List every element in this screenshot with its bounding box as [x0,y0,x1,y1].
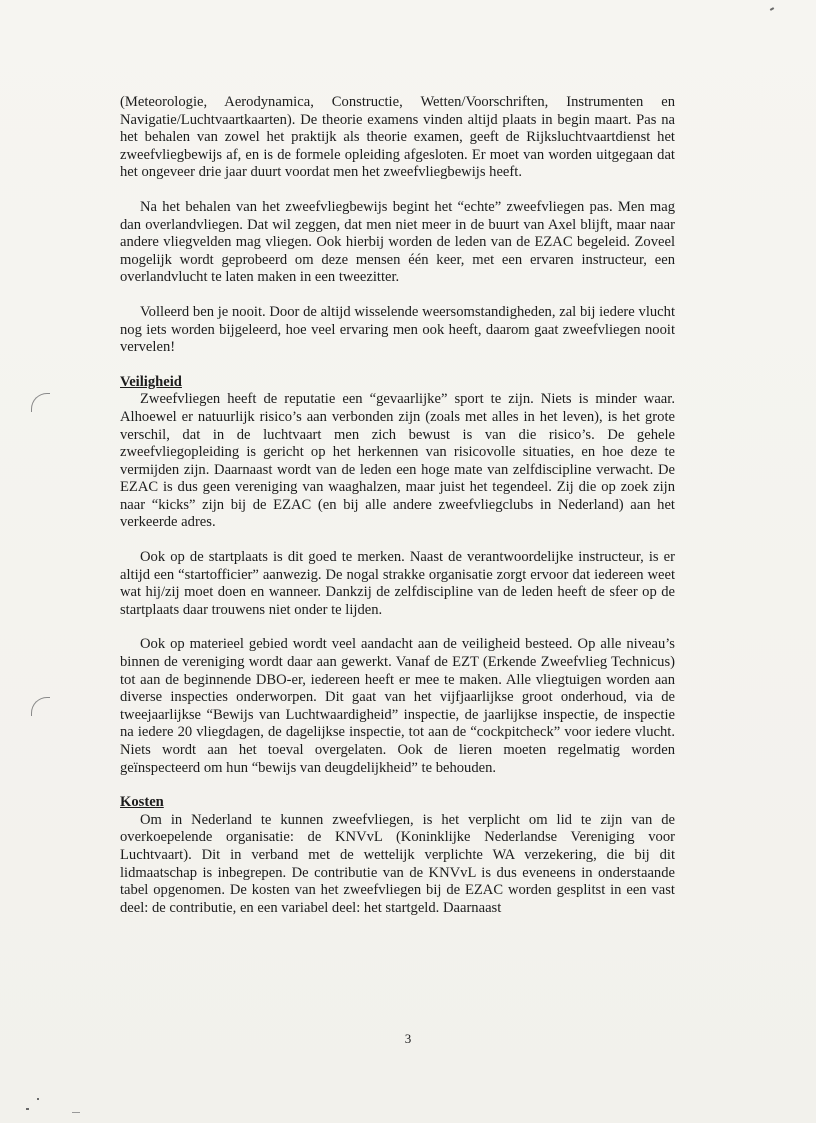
page-number: 3 [404,1031,412,1046]
scan-speck [37,1098,39,1100]
section-heading-veiligheid: Veiligheid [120,373,182,390]
paragraph: Volleerd ben je nooit. Door de altijd wisselende weersomstandigheden, zal bij iedere vlucht nog iets worden bijgeleerd, hoe veel ervaring men ook heeft, daarom gaat zweefvliegen nooit vervelen! [120,303,675,356]
scan-speck [72,1112,80,1113]
paragraph: Ook op de startplaats is dit goed te merken. Naast de verantwoordelijke instructeur, is er altijd een “startofficier” aanwezig. De nogal strakke organisatie zorgt ervoor dat iedereen weet wat hij/zij moet doen en wanneer. Dankzij de zelfdiscipline van de leden heeft de sfeer op de startplaats daar trouwens niet onder te lijden. [120,549,675,618]
paragraph: Zweefvliegen heeft de reputatie een “gevaarlijke” sport te zijn. Niets is minder waar. Alhoewel er natuurlijk risico’s aan verbonden zijn (zoals met alles in het leven), is het grote verschil, dat in de luchtvaart men zich bewust is van die risico’s. De gehele zweefvliegopleiding is gericht op het herkennen van risicovolle situaties, en hoe deze te vermijden zijn. Daarnaast wordt van de leden een hoge mate van zelfdiscipline verwacht. De EZAC is dus geen vereniging van waaghalzen, maar juist het tegendeel. Zij die op zoek zijn naar “kicks” zijn bij de EZAC (en bij alle andere zweefvliegclubs in Nederland) aan het verkeerde adres. [120,391,675,531]
paragraph: (Meteorologie, Aerodynamica, Constructie, Wetten/Voorschriften, Instrumenten en Navigatie/Luchtvaartkaarten). De theorie examens vinden altijd plaats in begin maart. Pas na het behalen van zowel het praktijk als theorie examen, geeft de Rijksluchtvaartdienst het zweefvliegbewijs af, en is de formele opleiding afgesloten. Er moet van worden uitgegaan dat het ongeveer drie jaar duurt voordat men het zweefvliegbewijs heeft. [120,94,675,181]
paragraph: Om in Nederland te kunnen zweefvliegen, is het verplicht om lid te zijn van de overkoepelende organisatie: de KNVvL (Koninklijke Nederlandse Vereniging voor Luchtvaart). Dit in verband met de wettelijk verplichte WA verzekering, die bij dit lidmaatschap is inbegrepen. De contributie van de KNVvL is dus eveneens in onderstaande tabel opgenomen. De kosten van het zweefvliegen bij de EZAC worden gesplitst in een vast deel: de contributie, en een variabel deel: het startgeld. Daarnaast [120,811,675,916]
punch-hole-mark [31,393,50,412]
scan-speck [26,1108,29,1110]
document-body [120,94,675,917]
section-heading-kosten: Kosten [120,794,164,811]
punch-hole-mark [31,697,50,716]
paragraph: Ook op materieel gebied wordt veel aandacht aan de veiligheid besteed. Op alle niveau’s binnen de vereniging wordt daar aan gewerkt. Vanaf de EZT (Erkende Zweefvlieg Technicus) tot aan de beginnende DBO-er, iedereen heeft er mee te maken. Alle vliegtuigen worden aan diverse inspecties onderworpen. Dit gaat van het vijfjaarlijkse groot onderhoud, via de tweejaarlijkse “Bewijs van Luchtwaardigheid” inspectie, de jaarlijkse inspectie, de inspectie na iedere 20 vliegdagen, de dagelijkse inspectie, tot aan de “cockpitcheck” voor iedere vlucht. Niets wordt aan het toeval overgelaten. Ook de lieren moeten regelmatig worden geïnspecteerd om hun “bewijs van deugdelijkheid” te behouden. [120,636,675,776]
scan-speck [770,7,774,11]
paragraph: Na het behalen van het zweefvliegbewijs begint het “echte” zweefvliegen pas. Men mag dan overlandvliegen. Dat wil zeggen, dat men niet meer in de buurt van Axel blijft, maar naar andere vliegvelden mag vliegen. Ook hierbij worden de leden van de EZAC begeleid. Zoveel mogelijk wordt geprobeerd om deze mensen één keer, met een ervaren instructeur, een overlandvlucht te laten maken in een tweezitter. [120,198,675,286]
